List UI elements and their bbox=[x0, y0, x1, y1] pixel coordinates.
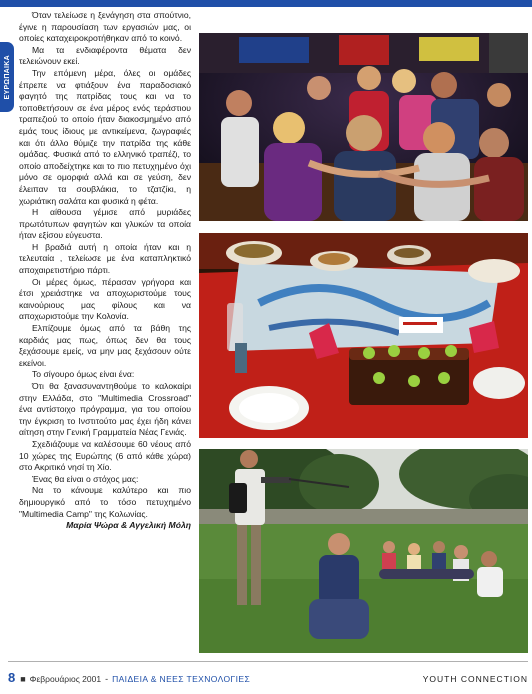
section-name: YOUTH CONNECTION bbox=[422, 674, 528, 684]
paragraph: Σχεδιάζουμε να καλέσουμε 60 νέους από 10 χώρες της Ευρώπης (6 από κάθε χώρα) στο Ακριτικό νησί τη Χίο. bbox=[19, 438, 191, 473]
magazine-title: ΠΑΙΔΕΙΑ & ΝΕΕΣ ΤΕΧΝΟΛΟΓΙΕΣ bbox=[112, 674, 251, 684]
page-footer bbox=[8, 670, 528, 686]
paragraph: Να το κάνουμε καλύτερο και πιο δημιουργικό από το τόσο πετυχημένο "Multimedia Camp" της Κολωνίας. bbox=[19, 485, 191, 519]
paragraph: Η βραδιά αυτή η οποία ήταν και η τελευταία , τελείωσε με ένα καταπληκτικό αποχαιρετιστήριο πάρτι. bbox=[19, 241, 191, 276]
header-bar bbox=[0, 0, 532, 7]
paragraph: Την επόμενη μέρα, όλες οι ομάδες έπρεπε να φτιάξουν ένα παραδοσιακό φαγητό της πατρίδας τους και να το τοποθετήσουν σε ένα μέρος ενός τεράστιου τραπεζιού το οποίο ήταν διακοσμημένο από εμάς τους ίδιους με αντικείμενα, ζωγραφιές και ότι άλλο θύμιζε την πατρίδα της κάθε ομάδας. Φυσικά από το ελληνικό τραπέζι, το οποίο αποδείχτηκε και το πιο πετυχημένο όχι μόνο σε ομορφιά αλλά και σε γεύση, δεν έλειπαν τα σουβλάκια, το τζατζίκι, η χωριάτικη σαλάτα και φυσικά η φέτα. bbox=[19, 67, 191, 206]
paragraph: Ελπίζουμε όμως από τα βάθη της καρδιάς μας πως, όπως δεν θα τους ξεχάσουμε εμείς, να μην μας ξεχάσουν ούτε εκείνοι. bbox=[19, 323, 191, 368]
paragraph: Όταν τελείωσε η ξενάγηση στα σπούτνιο, έγινε η παρουσίαση των εργασιών μας, οι οποίες καταχειροκροτήθηκαν από το κοινό. bbox=[19, 10, 191, 44]
paragraph: Ότι θα ξανασυναντηθούμε το καλοκαίρι στην Ελλάδα, στο "Multimedia Crossroad" ένα αντίστοιχο πρόγραμμα, για του οποίου την έγκριση το Ινστιτούτο μας έχει ήδη κάνει αίτηση στην Γενική Γραμματεία Νέας Γενιάς. bbox=[19, 381, 191, 438]
footer-separator: ■ bbox=[20, 674, 26, 684]
footer-separator: - bbox=[105, 674, 109, 684]
paragraph: Οι μέρες όμως, πέρασαν γρήγορα και έτσι χρειάστηκε να αποχωριστούμε τους καινούριους μας φίλους και να αποχωριστούμε την Κολονία. bbox=[19, 276, 191, 322]
section-tab-label: ΕΥΡΩΠΑΙΚΑ bbox=[3, 54, 11, 100]
author-signature: Μαρία Ψώρα & Αγγελική Μόλη bbox=[66, 520, 191, 531]
issue-date: Φεβρουάριος 2001 bbox=[29, 674, 102, 684]
page-number: 8 bbox=[8, 670, 16, 685]
paragraph: Ένας θα είναι ο στόχος μας: bbox=[32, 473, 139, 484]
footer-divider bbox=[8, 661, 528, 662]
group-circle-photo bbox=[199, 33, 528, 221]
paragraph: Η αίθουσα γέμισε από μυριάδες πρωτότυπων φαγητών και γλυκών τα οποία ήταν εξίσου εύγευστα. bbox=[19, 207, 191, 241]
park-filming-photo bbox=[199, 449, 528, 653]
paragraph: Το σίγουρο όμως είναι ένα: bbox=[32, 369, 135, 380]
paragraph: Μα τα ενδιαφέροντα θέματα δεν τελειώνουν εκεί. bbox=[19, 44, 191, 67]
section-tab bbox=[0, 42, 14, 112]
article-text bbox=[19, 10, 191, 532]
food-table-photo bbox=[199, 233, 528, 438]
